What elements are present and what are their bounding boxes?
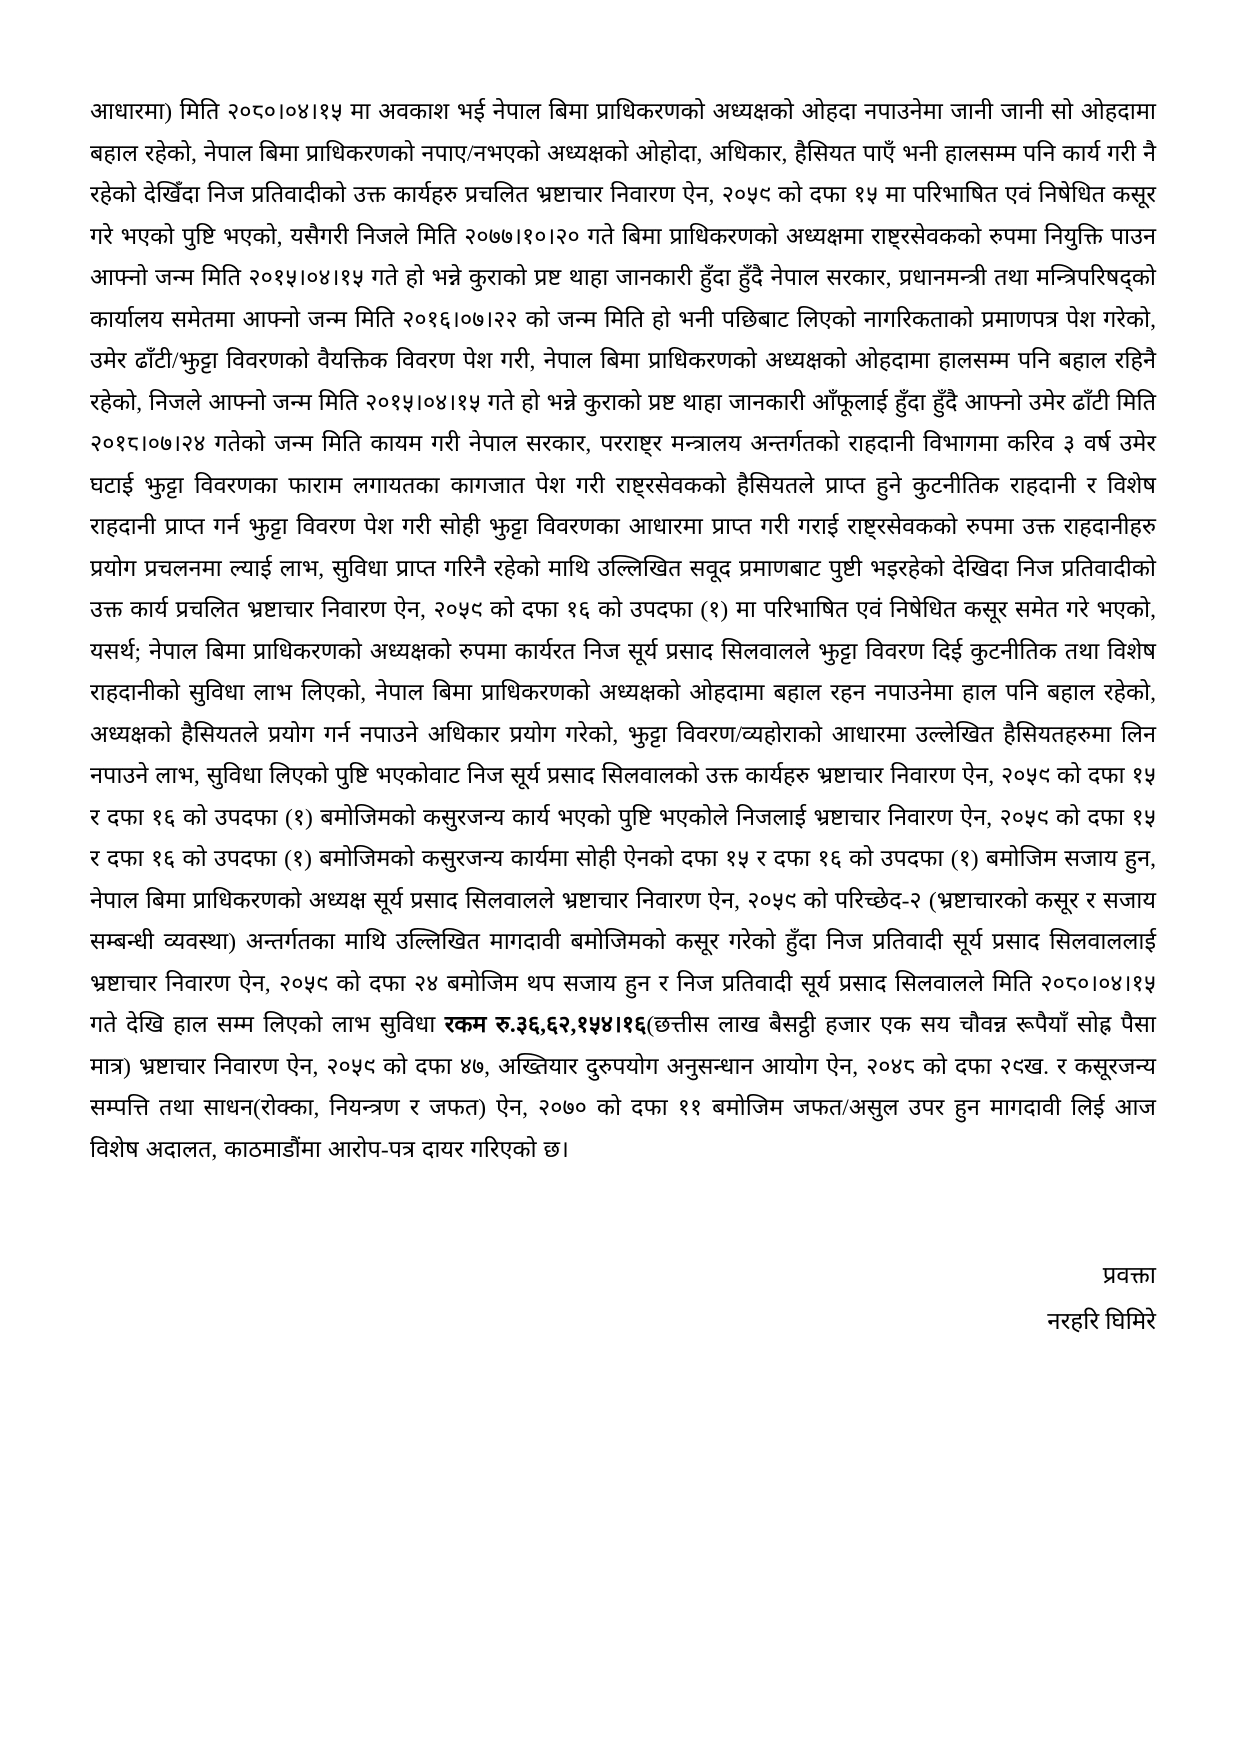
document-content bbox=[90, 92, 1156, 1345]
signature-block bbox=[90, 1253, 1156, 1345]
spokesperson-title: प्रवक्ता bbox=[1102, 1263, 1156, 1289]
spokesperson-name: नरहरि घिमिरे bbox=[1047, 1309, 1156, 1335]
seized-amount-bold: रकम रु.३६,६२,१५४।१६ bbox=[444, 1012, 647, 1038]
paragraph-text-before-amount: आधारमा) मिति २०८०।०४।१५ मा अवकाश भई नेपाल बिमा प्राधिकरणको अध्यक्षको ओहदा नपाउनेमा जानी जानी सो ओहदामा बहाल रहेको, नेपाल बिमा प्राधिकरणको नपाए/नभएको अध्यक्षको ओहोदा, अधिकार, हैसियत पाएँ भनी हालसम्म पनि कार्य गरी नै रहेको देखिँदा निज प्रतिवादीको उक्त कार्यहरु प्रचलित भ्रष्टाचार निवारण ऐन, २०५९ को दफा १५ मा परिभाषित एवं निषेधित कसूर गरे भएको पुष्टि भएको, यसैगरी निजले मिति २०७७।१०।२० गते बिमा प्राधिकरणको अध्यक्षमा राष्ट्रसेवकको रुपमा नियुक्ति पाउन आफ्नो जन्म मिति २०१५।०४।१५ गते हो भन्ने कुराको प्रष्ट थाहा जानकारी हुँदा हुँदै नेपाल सरकार, प्रधानमन्त्री तथा मन्त्रिपरिषद्को कार्यालय समेतमा आफ्नो जन्म मिति २०१६।०७।२२ को जन्म मिति हो भनी पछिबाट लिएको नागरिकताको प्रमाणपत्र पेश गरेको, उमेर ढाँटी/झुट्टा विवरणको वैयक्तिक विवरण पेश गरी, नेपाल बिमा प्राधिकरणको अध्यक्षको ओहदामा हालसम्म पनि बहाल रहिनै रहेको, निजले आफ्नो जन्म मिति २०१५।०४।१५ गते हो भन्ने कुराको प्रष्ट थाहा जानकारी आँफूलाई हुँदा हुँदै आफ्नो उमेर ढाँटी मिति २०१८।०७।२४ गतेको जन्म मिति कायम गरी नेपाल सरकार, परराष्ट्र मन्त्रालय अन्तर्गतको राहदानी विभागमा करिव ३ वर्ष उमेर घटाई झुट्टा विवरणका फाराम लगायतका कागजात पेश गरी राष्ट्रसेवकको हैसियतले प्राप्त हुने कुटनीतिक राहदानी र विशेष राहदानी प्राप्त गर्न झुट्टा विवरण पेश गरी सोही झुट्टा विवरणका आधारमा प्राप्त गरी गराई राष्ट्रसेवकको रुपमा उक्त राहदानीहरु प्रयोग प्रचलनमा ल्याई लाभ, सुविधा प्राप्त गरिनै रहेको माथि उल्लिखित सवूद प्रमाणबाट पुष्टी भइरहेको देखिदा निज प्रतिवादीको उक्त कार्य प्रचलित भ्रष्टाचार निवारण ऐन, २०५९ को दफा १६ को उपदफा (१) मा परिभाषित एवं निषेधित कसूर समेत गरे भएको, यसर्थ; नेपाल बिमा प्राधिकरणको अध्यक्षको रुपमा कार्यरत निज सूर्य प्रसाद सिलवालले झुट्टा विवरण दिई कुटनीतिक तथा विशेष राहदानीको सुविधा लाभ लिएको, नेपाल बिमा प्राधिकरणको अध्यक्षको ओहदामा बहाल रहन नपाउनेमा हाल पनि बहाल रहेको, अध्यक्षको हैसियतले प्रयोग गर्न नपाउने अधिकार प्रयोग गरेको, झुट्टा विवरण/व्यहोराको आधारमा उल्लेखित हैसियतहरुमा लिन नपाउने लाभ, सुविधा लिएको पुष्टि भएकोवाट निज सूर्य प्रसाद सिलवालको उक्त कार्यहरु भ्रष्टाचार निवारण ऐन, २०५९ को दफा १५ र दफा १६ को उपदफा (१) बमोजिमको कसुरजन्य कार्य भएको पुष्टि भएकोले निजलाई भ्रष्टाचार निवारण ऐन, २०५९ को दफा १५ र दफा १६ को उपदफा (१) बमोजिमको कसुरजन्य कार्यमा सोही ऐनको दफा १५ र दफा १६ को उपदफा (१) बमोजिम सजाय हुन, नेपाल बिमा प्राधिकरणको अध्यक्ष सूर्य प्रसाद सिलवालले भ्रष्टाचार निवारण ऐन, २०५९ को परिच्छेद-२ (भ्रष्टाचारको कसूर र सजाय सम्बन्धी व्यवस्था) अन्तर्गतका माथि उल्लिखित मागदावी बमोजिमको कसूर गरेको हुँदा निज प्रतिवादी सूर्य प्रसाद सिलवाललाई भ्रष्टाचार निवारण ऐन, २०५९ को दफा २४ बमोजिम थप सजाय हुन र निज प्रतिवादी सूर्य प्रसाद सिलवालले मिति २०८०।०४।१५ गते देखि हाल सम्म लिएको लाभ सुविधा bbox=[90, 99, 1156, 1038]
paragraph-text-after-amount: (छत्तीस लाख बैसट्ठी हजार एक सय चौवन्न रूपैयाँ सोह्र पैसा मात्र) भ्रष्टाचार निवारण ऐन, २०५९ को दफा ४७, अख्तियार दुरुपयोग अनुसन्धान आयोग ऐन, २०४८ को दफा २९ख. र कसूरजन्य सम्पत्ति तथा साधन(रोक्का, नियन्त्रण र जफत) ऐन, २०७० को दफा ११ बमोजिम जफत/असुल उपर हुन मागदावी लिई आज विशेष अदालत, काठमाडौंमा आरोप-पत्र दायर गरिएको छ। bbox=[90, 1012, 1157, 1163]
charge-sheet-paragraph bbox=[90, 92, 1156, 1171]
